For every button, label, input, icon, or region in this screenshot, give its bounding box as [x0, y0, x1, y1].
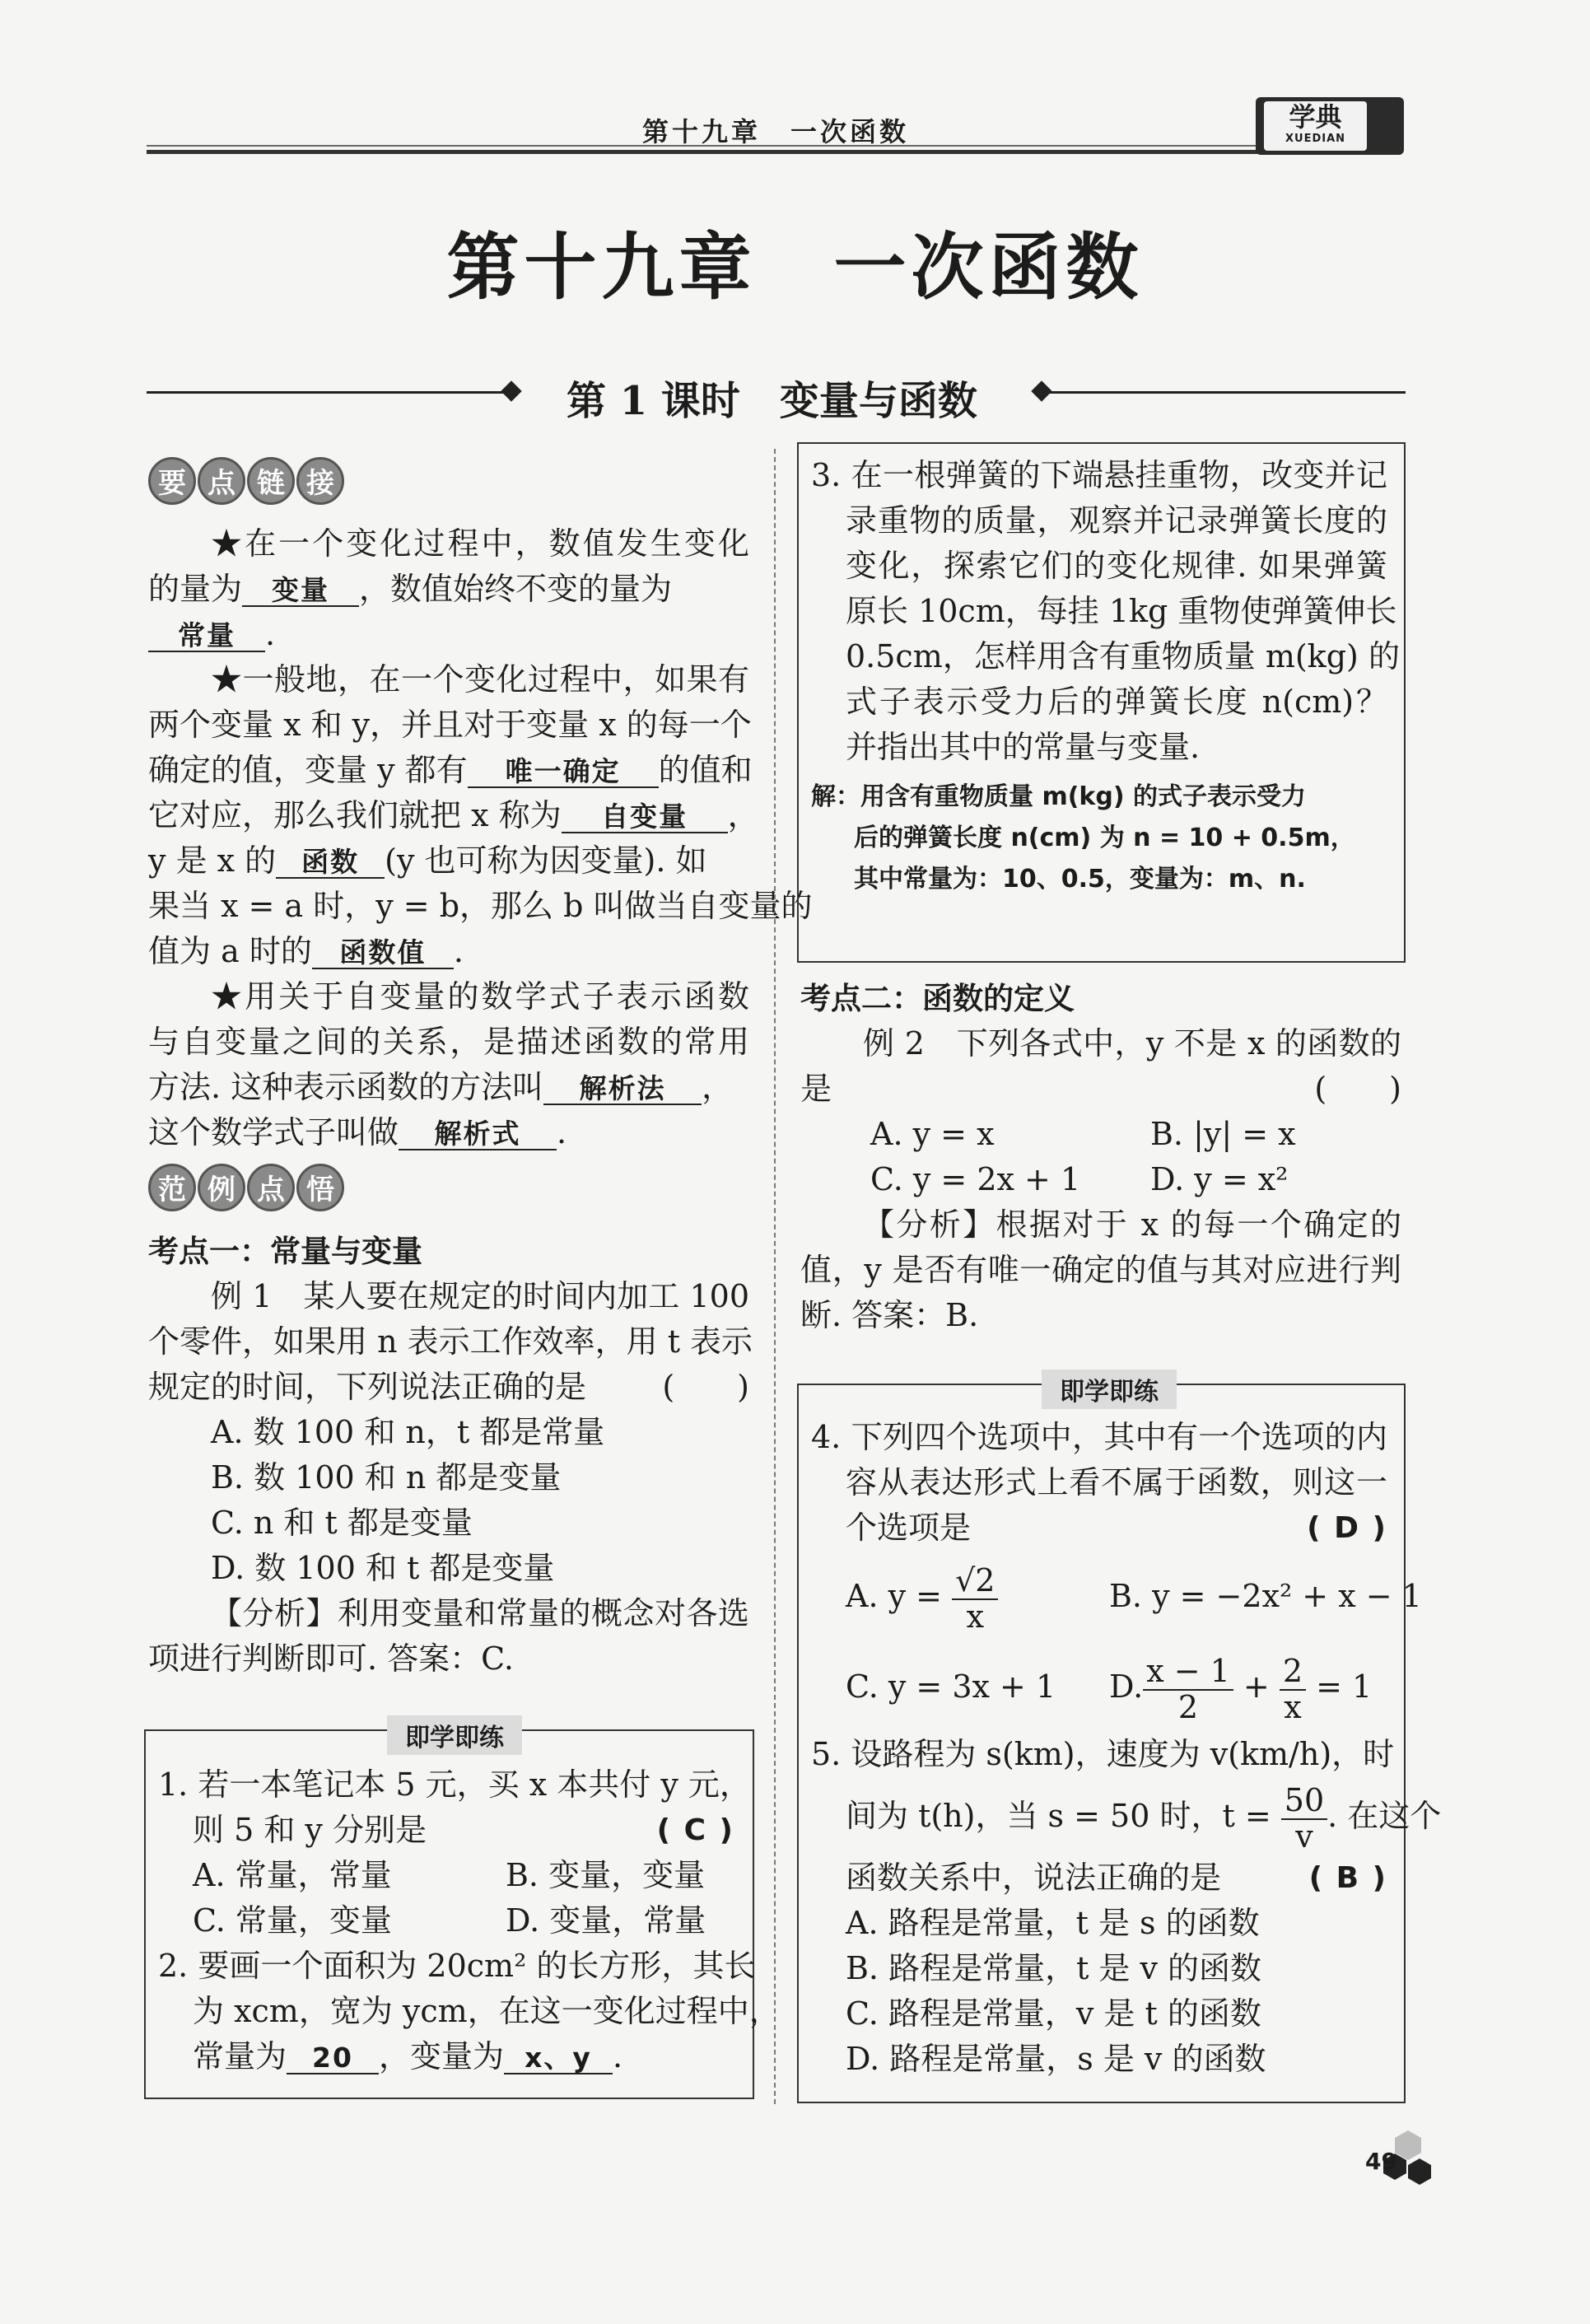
q3-line-7: 并指出其中的常量与变量.: [846, 729, 1201, 765]
kp-p2-e: y 是 x 的 函数 (y 也可称为因变量). 如: [148, 842, 707, 879]
kp2-option-c: C. y = 2x + 1: [870, 1161, 1081, 1197]
kp1-analysis-a: 【分析】利用变量和常量的概念对各选: [211, 1595, 749, 1631]
q3-line-5: 0.5cm，怎样用含有重物质量 m(kg) 的: [846, 638, 1400, 674]
kp-p2-d: 它对应，那么我们就把 x 称为 自变量 ，: [148, 797, 759, 833]
q4-answer: ( D ): [1307, 1511, 1387, 1545]
q4-options-row2: [811, 1641, 1387, 1732]
lesson-rule-left: [147, 391, 509, 394]
kp1-ex-c: 规定的时间，下列说法正确的是 ( ): [148, 1365, 749, 1410]
brand-en: XUEDIAN: [1285, 133, 1346, 145]
practice-tag-2: 即学即练: [1042, 1370, 1177, 1409]
kp1-ex-a: 例 1 某人要在规定的时间内加工 100: [211, 1278, 749, 1314]
q1-a: 1. 若一本笔记本 5 元，买 x 本共付 y 元，: [158, 1766, 751, 1803]
kp-p1-a: ★在一个变化过程中，数值发生变化: [211, 525, 749, 562]
q3-line-3: 变化，探索它们的变化规律. 如果弹簧: [846, 548, 1387, 584]
q1-answer: ( C ): [656, 1813, 734, 1847]
header-rule: [147, 150, 1258, 154]
kp2-option-a: A. y = x: [870, 1116, 995, 1152]
answer-variable: 变量: [242, 576, 359, 607]
kp1-block: [148, 1229, 753, 1682]
answer-function: 函数: [276, 848, 385, 879]
q5-a: 5. 设路程为 s(km)，速度为 v(km/h)，时: [811, 1736, 1395, 1772]
q5-c: 函数关系中，说法正确的是 ( B ): [811, 1855, 1387, 1901]
q3-solution-1: 解：用含有重物质量 m(kg) 的式子表示受力: [811, 782, 1306, 811]
q4-opt-a-numerator: √2: [952, 1564, 998, 1600]
q1-option-b: B. 变量，变量: [506, 1857, 706, 1893]
kp1-option-d: D. 数 100 和 t 都是变量: [211, 1550, 555, 1586]
q4-option-d: D. $\frac{x - 1}{2}$ + $\frac{2}{x}$ = 1: [1109, 1652, 1373, 1725]
practice1-body: [158, 1762, 781, 2079]
key-points-badge-1: 要: [148, 457, 196, 505]
q5-numerator: 50: [1281, 1784, 1327, 1820]
kp-p2-g: 值为 a 时的 函数值 .: [148, 933, 464, 969]
q3-body: [811, 453, 1400, 900]
examples-badge-2: 例: [198, 1164, 245, 1211]
examples-badge-3: 点: [247, 1164, 295, 1211]
kp-p2-a: ★一般地，在一个变化过程中，如果有: [211, 661, 749, 698]
kp2-ex-b: 是 ( ): [800, 1066, 1401, 1112]
page-number: 49: [1365, 2148, 1397, 2175]
q1-option-a: A. 常量，常量: [193, 1857, 392, 1893]
q3-solution-3: 其中常量为：10、0.5，变量为：m、n.: [854, 865, 1306, 894]
kp1-ex-b: 个零件，如果用 n 表示工作效率，用 t 表示: [148, 1323, 753, 1360]
running-title: 第十九章 一次函数: [642, 116, 910, 147]
q2-answer-constant: 20: [287, 2044, 379, 2074]
kp2-options-row2: [800, 1157, 1401, 1202]
q4-opt-a-denominator: x: [966, 1598, 984, 1635]
section-key-points: [148, 457, 346, 505]
kp1-option-a: A. 数 100 和 n，t 都是常量: [211, 1414, 605, 1450]
key-points-badge-3: 链: [247, 457, 295, 505]
q1-options-row1: [158, 1853, 734, 1898]
kp-p3-c: 方法. 这种表示函数的方法叫 解析法 ，: [148, 1069, 734, 1105]
q2-answer-variables: x、y: [504, 2044, 613, 2074]
kp-p3-b: 与自变量之间的关系，是描述函数的常用: [148, 1024, 749, 1060]
q4-option-b: B. y = −2x² + x − 1: [1109, 1578, 1422, 1614]
lesson-rule-right: [1046, 391, 1406, 394]
q5-option-b: B. 路程是常量，t 是 v 的函数: [846, 1950, 1262, 1986]
q3-line-1: 3. 在一根弹簧的下端悬挂重物，改变并记: [811, 457, 1387, 493]
kp2-block: [800, 976, 1401, 1338]
kp1-analysis-b: 项进行判断即可. 答案：C.: [148, 1640, 514, 1677]
q4-c: 个选项是 ( D ): [811, 1505, 1387, 1551]
q4-a: 4. 下列四个选项中，其中有一个选项的内: [811, 1419, 1387, 1455]
kp2-option-b: B. |y| = x: [1150, 1116, 1296, 1152]
q4-option-c: C. y = 3x + 1: [846, 1668, 1056, 1705]
q2-c: 常量为 20 ，变量为 x、y .: [193, 2038, 623, 2074]
diamond-left: [501, 380, 521, 401]
examples-badge-1: 范: [148, 1164, 196, 1211]
kp2-heading: 考点二：函数的定义: [800, 981, 1075, 1016]
kp-p2-b: 两个变量 x 和 y，并且对于变量 x 的每一个: [148, 707, 752, 743]
examples-badge-4: 悟: [296, 1164, 344, 1211]
kp2-analysis-b: 值，y 是否有唯一确定的值与其对应进行判: [800, 1252, 1401, 1288]
column-divider: [774, 449, 776, 2104]
kp1-heading: 考点一：常量与变量: [148, 1234, 422, 1269]
kp2-options-row1: [800, 1112, 1401, 1157]
q3-solution-2: 后的弹簧长度 n(cm) 为 n = 10 + 0.5m，: [854, 824, 1355, 852]
q4-options-row1: [811, 1551, 1422, 1641]
kp-p3-a: ★用关于自变量的数学式子表示函数: [211, 978, 749, 1015]
kp-p2-f: 果当 x = a 时，y = b，那么 b 叫做当自变量的: [148, 888, 813, 924]
practice2-body: [811, 1415, 1442, 2082]
brand-cn: 学典: [1289, 101, 1342, 133]
kp1-paren: ( ): [662, 1369, 749, 1405]
practice-tag-1: 即学即练: [387, 1715, 522, 1755]
key-points-badge-2: 点: [198, 457, 245, 505]
kp1-option-b: B. 数 100 和 n 都是变量: [211, 1459, 562, 1496]
section-examples: [148, 1164, 346, 1211]
q4-b: 容从表达形式上看不属于函数，则这一: [846, 1464, 1387, 1500]
chapter-title: 第十九章 一次函数: [446, 225, 1144, 310]
q5-answer: ( B ): [1308, 1861, 1387, 1895]
q1-options-row2: [158, 1898, 734, 1944]
answer-unique: 唯一确定: [468, 758, 659, 788]
kp2-analysis-c: 断. 答案：B.: [800, 1297, 979, 1333]
answer-independent: 自变量: [562, 803, 728, 833]
q1-option-d: D. 变量，常量: [506, 1902, 706, 1939]
lesson-title: 第 1 课时 变量与函数: [567, 378, 977, 424]
kp2-option-d: D. y = x²: [1150, 1161, 1289, 1197]
q3-line-2: 录重物的质量，观察并记录弹簧长度的: [846, 502, 1387, 539]
q1-b: 则 5 和 y 分别是 ( C ): [158, 1808, 734, 1853]
q5-option-a: A. 路程是常量，t 是 s 的函数: [846, 1905, 1260, 1941]
key-points-body: [148, 521, 813, 1155]
kp1-option-c: C. n 和 t 都是变量: [211, 1505, 473, 1541]
brand-logo: [1256, 97, 1404, 155]
q5-option-d: D. 路程是常量，s 是 v 的函数: [846, 2041, 1266, 2077]
q3-line-6: 式子表示受力后的弹簧长度 n(cm)？: [846, 684, 1387, 720]
q5-denominator: v: [1295, 1818, 1313, 1855]
kp2-ex-a: 例 2 下列各式中，y 不是 x 的函数的: [863, 1025, 1401, 1062]
q2-a: 2. 要画一个面积为 20cm² 的长方形，其长: [158, 1948, 756, 1984]
q5-option-c: C. 路程是常量，v 是 t 的函数: [846, 1995, 1261, 2032]
kp-p3-d: 这个数学式子叫做 解析式 .: [148, 1114, 567, 1150]
answer-function-value: 函数值: [312, 939, 454, 969]
kp2-analysis-a: 【分析】根据对于 x 的每一个确定的: [863, 1206, 1401, 1243]
answer-constant: 常量: [148, 622, 265, 652]
answer-analytic-expr: 解析式: [399, 1120, 557, 1150]
kp-p1-c: 常量 .: [148, 612, 749, 657]
kp-p2-c: 确定的值，变量 y 都有 唯一确定 的值和: [148, 752, 753, 788]
kp2-paren: ( ): [1314, 1071, 1401, 1107]
q3-line-4: 原长 10cm，每挂 1kg 重物使弹簧伸长: [846, 593, 1397, 629]
answer-analytic-method: 解析法: [543, 1075, 702, 1105]
q5-b: 间为 t(h)，当 s = 50 时，t = $\frac{50}{v}$ . 在这个: [846, 1781, 1442, 1855]
kp-p1-b: 的量为 变量 ，数值始终不变的量为: [148, 571, 673, 607]
q4-option-a: A. y = $\frac{√2}{x}$: [846, 1551, 1109, 1641]
q2-b: 为 xcm，宽为 ycm，在这一变化过程中，: [193, 1993, 781, 2029]
key-points-badge-4: 接: [296, 457, 344, 505]
q1-option-c: C. 常量，变量: [193, 1902, 392, 1939]
